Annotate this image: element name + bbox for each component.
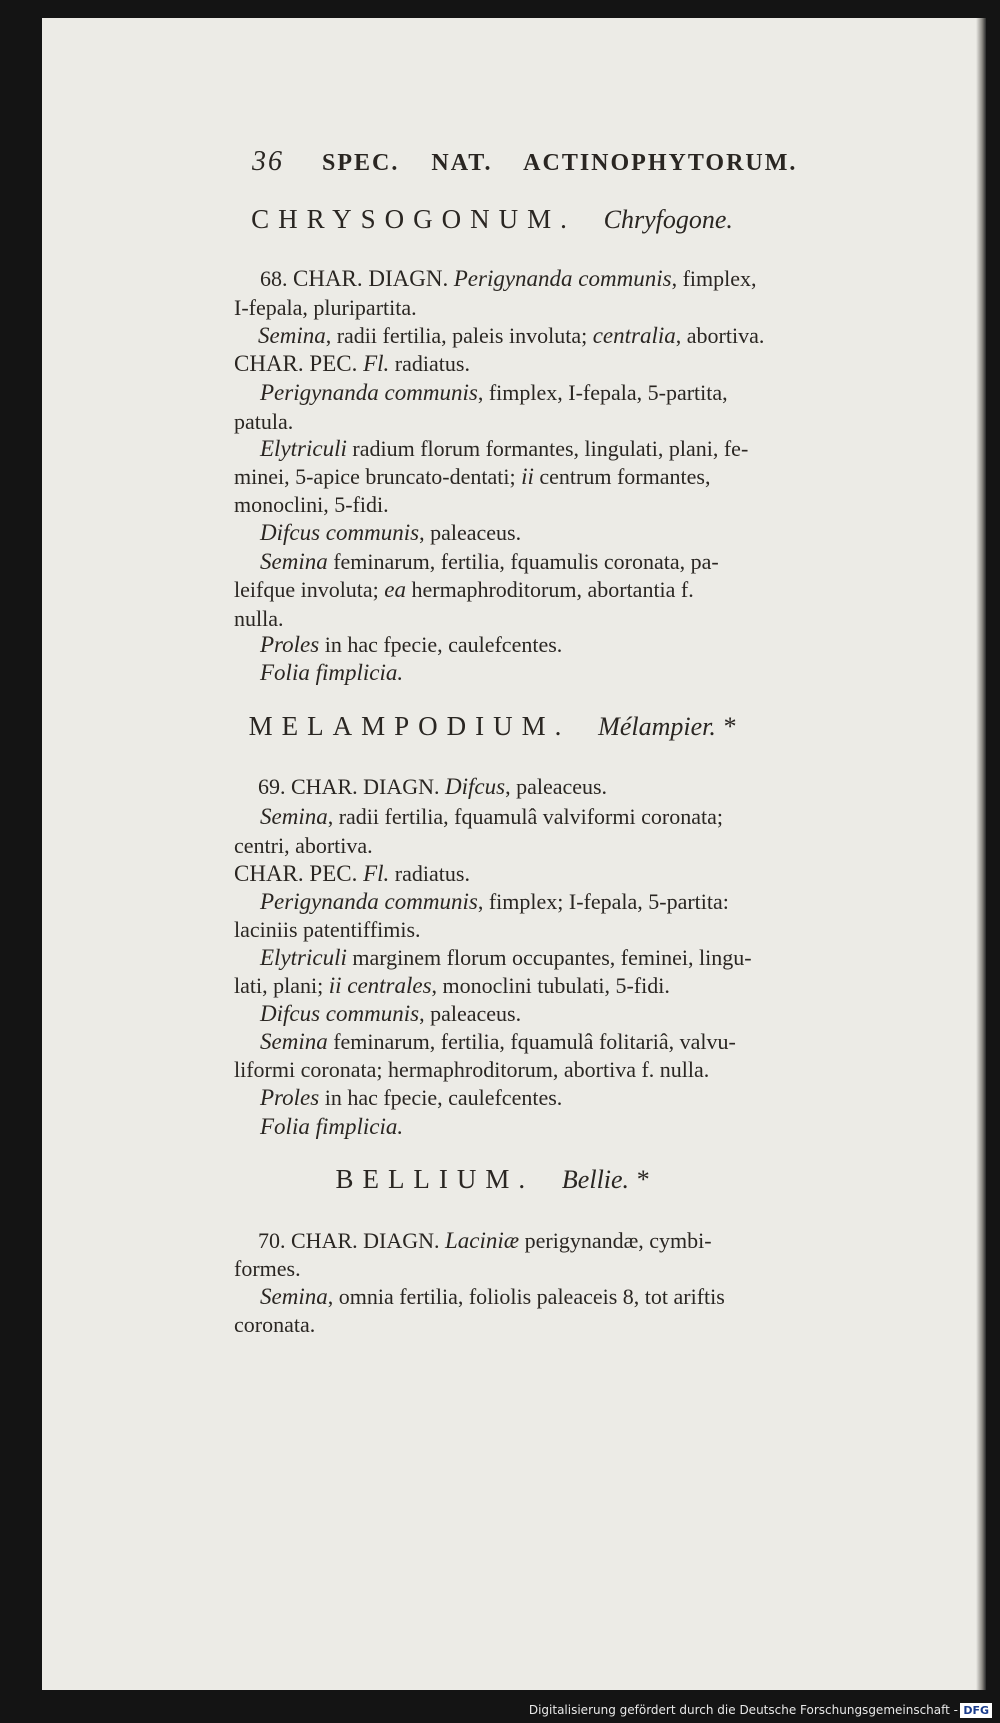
genus-vernacular: Chryfogone. [603, 205, 733, 234]
text-line: Semina, radii fertilia, paleis involuta; centralia, abortiva. [258, 323, 765, 348]
text-line: Perigynanda communis, fimplex; I-fepala, 5-partita: [260, 889, 729, 914]
genus-heading [42, 1164, 942, 1195]
text-line: nulla. [234, 606, 284, 631]
text-line: centri, abortiva. [234, 833, 373, 858]
text-line: Semina, omnia fertilia, foliolis paleaceis 8, tot ariftis [260, 1284, 725, 1309]
text-line: CHAR. PEC. Fl. radiatus. [234, 861, 470, 886]
text-line: Semina, radii fertilia, fquamulâ valviformi coronata; [260, 804, 723, 829]
text-line: Difcus communis, paleaceus. [260, 520, 522, 545]
genus-heading [42, 204, 942, 235]
text-line: Semina feminarum, fertilia, fquamulâ folitariâ, valvu- [260, 1029, 736, 1054]
text-line: 70. CHAR. DIAGN. Laciniæ perigynandæ, cymbi- [258, 1228, 712, 1253]
running-title-word: ACTINOPHYTORUM. [523, 150, 798, 176]
text-line: Perigynanda communis, fimplex, I-fepala, 5-partita, [260, 380, 728, 405]
text-line: CHAR. PEC. Fl. radiatus. [234, 351, 470, 376]
genus-title: BELLIUM. [335, 1164, 535, 1194]
page-text [42, 18, 986, 1690]
page-number: 36 [252, 146, 284, 177]
dfg-logo: DFG [960, 1703, 992, 1718]
text-line: minei, 5-apice bruncato-dentati; ii centrum formantes, [234, 464, 711, 489]
text-line: coronata. [234, 1312, 316, 1337]
text-line: leifque involuta; ea hermaphroditorum, abortantia f. [234, 577, 694, 602]
text-line: Elytriculi marginem florum occupantes, feminei, lingu- [260, 945, 752, 970]
text-line: Difcus communis, paleaceus. [260, 1001, 522, 1026]
genus-heading [42, 711, 942, 742]
book-page [42, 18, 986, 1690]
text-line: Elytriculi radium florum formantes, lingulati, plani, fe- [260, 436, 749, 461]
text-line: 69. CHAR. DIAGN. Difcus, paleaceus. [258, 774, 608, 799]
text-line: I-fepala, pluripartita. [234, 295, 417, 320]
genus-title: MELAMPODIUM. [248, 711, 571, 741]
text-line: laciniis patentiffimis. [234, 917, 421, 942]
text-line: Folia fimplicia. [260, 660, 404, 685]
text-line: formes. [234, 1256, 301, 1281]
genus-vernacular: Mélampier. * [598, 712, 736, 741]
running-title-word: SPEC. [322, 150, 400, 176]
genus-vernacular: Bellie. * [561, 1165, 649, 1194]
text-line: Semina feminarum, fertilia, fquamulis coronata, pa- [260, 549, 719, 574]
text-line: lati, plani; ii centrales, monoclini tubulati, 5-fidi. [234, 973, 670, 998]
running-header [252, 146, 932, 178]
text-line: Folia fimplicia. [260, 1114, 404, 1139]
text-line: 68. CHAR. DIAGN. Perigynanda communis, fimplex, [260, 266, 757, 291]
text-line: patula. [234, 409, 294, 434]
digitization-footer [0, 1700, 1000, 1723]
genus-title: CHRYSOGONUM. [251, 204, 576, 234]
text-line: monoclini, 5-fidi. [234, 492, 389, 517]
running-title-word: NAT. [431, 150, 493, 176]
footer-credit: Digitalisierung gefördert durch die Deutsche Forschungsgemeinschaft - [528, 1703, 958, 1717]
text-line: Proles in hac fpecie, caulefcentes. [260, 1085, 563, 1110]
text-line: liformi coronata; hermaphroditorum, abortiva f. nulla. [234, 1057, 710, 1082]
text-line: Proles in hac fpecie, caulefcentes. [260, 632, 563, 657]
